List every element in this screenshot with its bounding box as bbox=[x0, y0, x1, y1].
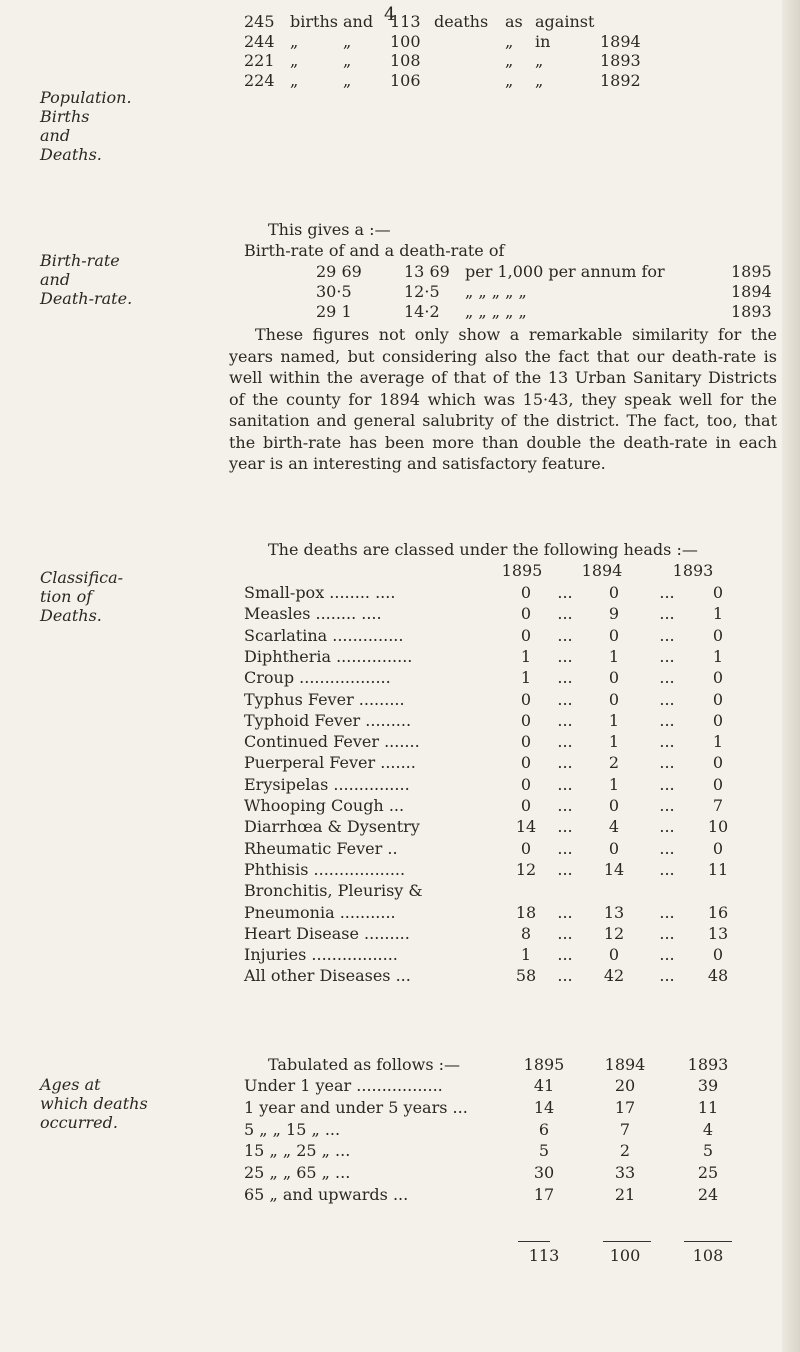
birth-rate-value: 30·5 bbox=[316, 282, 352, 301]
margin-ages-1: Ages at bbox=[40, 1075, 101, 1094]
disease-count: 0 bbox=[520, 796, 532, 815]
disease-count: 0 bbox=[712, 753, 724, 773]
rate-year: 1893 bbox=[731, 302, 772, 321]
total-count: 113 bbox=[528, 1246, 560, 1265]
total-rule-1893 bbox=[684, 1241, 732, 1242]
rate-text: per 1,000 per annum for bbox=[465, 262, 665, 281]
rate-header: Birth-rate of and a death-rate of bbox=[244, 241, 505, 260]
births-label: „ bbox=[290, 70, 299, 90]
birth-rate-value: 29 1 bbox=[316, 302, 352, 321]
disease-name: Phthisis .................. bbox=[244, 859, 406, 879]
leader-dots: ... bbox=[557, 689, 573, 709]
leader-dots: ... bbox=[659, 838, 675, 858]
leader-dots: ... bbox=[659, 902, 675, 922]
margin-population: Population. bbox=[40, 88, 132, 107]
disease-count: 0 bbox=[608, 838, 620, 858]
births-count: 221 bbox=[244, 51, 275, 70]
disease-count: 0 bbox=[712, 625, 724, 645]
age-count: 24 bbox=[697, 1185, 719, 1204]
age-band-label: 1 year and under 5 years ... bbox=[244, 1097, 468, 1117]
death-rate-value: 14·2 bbox=[404, 302, 440, 321]
disease-count: 9 bbox=[608, 604, 620, 624]
death-rate-value: 13 69 bbox=[404, 262, 450, 281]
death-rate-value: 12·5 bbox=[404, 282, 440, 301]
disease-count: 0 bbox=[520, 625, 532, 645]
disease-count: 0 bbox=[608, 583, 620, 602]
disease-count: 58 bbox=[515, 966, 537, 986]
disease-count: 0 bbox=[712, 945, 724, 965]
margin-rate-2: and bbox=[40, 270, 71, 289]
disease-count: 1 bbox=[608, 646, 620, 666]
disease-name: All other Diseases ... bbox=[244, 966, 411, 986]
disease-count: 1 bbox=[712, 604, 724, 624]
age-count: 4 bbox=[702, 1119, 714, 1139]
ages-header: Tabulated as follows :— bbox=[268, 1055, 461, 1074]
disease-count: 14 bbox=[603, 859, 625, 879]
disease-name: Scarlatina .............. bbox=[244, 625, 404, 645]
leader-dots: ... bbox=[659, 604, 675, 624]
leader-dots: ... bbox=[659, 817, 675, 837]
disease-count: 1 bbox=[712, 732, 724, 752]
total-count: 100 bbox=[609, 1246, 641, 1265]
leader-dots: ... bbox=[659, 668, 675, 688]
margin-note-rates bbox=[40, 251, 132, 308]
margin-ages-3: occurred. bbox=[40, 1113, 118, 1132]
birth-rate-value: 29 69 bbox=[316, 262, 362, 281]
classed-intro: The deaths are classed under the following heads :— bbox=[268, 540, 698, 559]
disease-count: 0 bbox=[520, 732, 532, 752]
year-header: 1895 bbox=[501, 561, 543, 580]
disease-name: Continued Fever ....... bbox=[244, 732, 420, 752]
disease-count: 0 bbox=[712, 838, 724, 858]
disease-name: Diarrhœa & Dysentry bbox=[244, 817, 420, 837]
margin-note-ages bbox=[40, 1075, 148, 1132]
age-count: 21 bbox=[614, 1185, 636, 1204]
leader-dots: ... bbox=[557, 625, 573, 645]
leader-dots: ... bbox=[557, 838, 573, 858]
compare-word: „ bbox=[535, 70, 544, 90]
disease-count: 1 bbox=[608, 732, 620, 752]
leader-dots: ... bbox=[557, 646, 573, 666]
disease-name: Pneumonia ........... bbox=[244, 902, 396, 922]
disease-count: 18 bbox=[515, 902, 537, 922]
disease-count: 0 bbox=[520, 838, 532, 858]
disease-count: 13 bbox=[603, 902, 625, 922]
disease-count: 11 bbox=[707, 859, 729, 879]
leader-dots: ... bbox=[659, 689, 675, 709]
disease-count: 12 bbox=[515, 859, 537, 879]
disease-count: 0 bbox=[520, 689, 532, 709]
disease-name: Croup .................. bbox=[244, 668, 391, 688]
age-count: 33 bbox=[614, 1163, 636, 1183]
disease-count: 10 bbox=[707, 817, 729, 837]
disease-count: 0 bbox=[608, 945, 620, 965]
disease-count: 1 bbox=[608, 774, 620, 794]
leader-dots: ... bbox=[659, 859, 675, 879]
leader-dots: ... bbox=[557, 859, 573, 879]
compare-word: „ bbox=[535, 51, 544, 70]
age-count: 25 bbox=[697, 1163, 719, 1183]
leader-dots: ... bbox=[557, 817, 573, 837]
margin-births-1: Births bbox=[40, 107, 90, 126]
year-header: 1895 bbox=[523, 1055, 565, 1074]
disease-count: 4 bbox=[608, 817, 620, 837]
age-count: 7 bbox=[619, 1119, 631, 1139]
leader-dots: ... bbox=[659, 774, 675, 794]
page-edge-shadow bbox=[782, 0, 800, 1352]
and-word: and bbox=[343, 12, 374, 31]
disease-count: 8 bbox=[520, 923, 532, 943]
age-count: 5 bbox=[538, 1141, 550, 1161]
deaths-count: 100 bbox=[390, 31, 421, 51]
as-word: „ bbox=[505, 70, 514, 90]
leader-dots: ... bbox=[557, 710, 573, 730]
disease-count: 0 bbox=[608, 689, 620, 709]
disease-name: Bronchitis, Pleurisy & bbox=[244, 881, 423, 901]
leader-dots: ... bbox=[557, 753, 573, 773]
disease-count: 14 bbox=[515, 817, 537, 837]
total-rule-1894 bbox=[603, 1241, 651, 1242]
leader-dots: ... bbox=[659, 732, 675, 752]
disease-count: 16 bbox=[707, 902, 729, 922]
margin-births-3: Deaths. bbox=[40, 145, 102, 164]
disease-name: Heart Disease ......... bbox=[244, 923, 410, 943]
age-count: 39 bbox=[697, 1076, 719, 1095]
leader-dots: ... bbox=[659, 710, 675, 730]
year-header: 1893 bbox=[672, 561, 714, 580]
total-count: 108 bbox=[692, 1246, 724, 1265]
margin-class-1: Classifica- bbox=[40, 568, 124, 587]
age-count: 6 bbox=[538, 1119, 550, 1139]
leader-dots: ... bbox=[659, 625, 675, 645]
leader-dots: ... bbox=[557, 604, 573, 624]
rate-text: „ „ „ „ „ bbox=[465, 282, 527, 301]
year-header: 1893 bbox=[687, 1055, 729, 1074]
disease-count: 0 bbox=[520, 753, 532, 773]
leader-dots: ... bbox=[659, 583, 675, 602]
leader-dots: ... bbox=[557, 902, 573, 922]
disease-count: 0 bbox=[712, 668, 724, 688]
disease-name: Erysipelas ............... bbox=[244, 774, 410, 794]
and-word: „ bbox=[343, 51, 352, 70]
disease-name: Typhus Fever ......... bbox=[244, 689, 405, 709]
disease-name: Small-pox ........ .... bbox=[244, 583, 396, 602]
age-count: 30 bbox=[533, 1163, 555, 1183]
page-number: 4 bbox=[384, 4, 396, 25]
disease-count: 48 bbox=[707, 966, 729, 986]
year-header: 1894 bbox=[581, 561, 623, 580]
age-count: 20 bbox=[614, 1076, 636, 1095]
deaths-count: 108 bbox=[390, 51, 421, 70]
disease-count: 0 bbox=[520, 774, 532, 794]
rate-year: 1894 bbox=[731, 282, 772, 301]
rate-year: 1895 bbox=[731, 262, 772, 281]
disease-name: Rheumatic Fever .. bbox=[244, 838, 398, 858]
leader-dots: ... bbox=[557, 966, 573, 986]
year-header: 1894 bbox=[604, 1055, 646, 1074]
age-band-label: 25 „ „ 65 „ ... bbox=[244, 1163, 351, 1183]
age-count: 17 bbox=[533, 1185, 555, 1204]
disease-count: 1 bbox=[520, 646, 532, 666]
disease-name: Whooping Cough ... bbox=[244, 796, 405, 815]
leader-dots: ... bbox=[659, 646, 675, 666]
deaths-count: 106 bbox=[390, 70, 421, 90]
disease-count: 1 bbox=[520, 668, 532, 688]
disease-name: Diphtheria ............... bbox=[244, 646, 413, 666]
margin-ages-2: which deaths bbox=[40, 1094, 148, 1113]
year-value: 1893 bbox=[600, 51, 641, 70]
compare-word: in bbox=[535, 31, 551, 51]
leader-dots: ... bbox=[659, 923, 675, 943]
births-count: 224 bbox=[244, 70, 275, 90]
leader-dots: ... bbox=[557, 774, 573, 794]
and-word: „ bbox=[343, 31, 352, 51]
disease-count: 1 bbox=[520, 945, 532, 965]
age-count: 2 bbox=[619, 1141, 631, 1161]
leader-dots: ... bbox=[557, 796, 573, 815]
leader-dots: ... bbox=[557, 945, 573, 965]
births-label: „ bbox=[290, 51, 299, 70]
age-band-label: 65 „ and upwards ... bbox=[244, 1185, 409, 1204]
year-value: 1892 bbox=[600, 70, 641, 90]
and-word: „ bbox=[343, 70, 352, 90]
age-count: 17 bbox=[614, 1097, 636, 1117]
leader-dots: ... bbox=[659, 753, 675, 773]
leader-dots: ... bbox=[557, 923, 573, 943]
disease-name: Typhoid Fever ......... bbox=[244, 710, 412, 730]
margin-class-3: Deaths. bbox=[40, 606, 102, 625]
disease-count: 0 bbox=[608, 625, 620, 645]
deaths-label: deaths bbox=[434, 12, 489, 31]
disease-count: 13 bbox=[707, 923, 729, 943]
leader-dots: ... bbox=[557, 583, 573, 602]
disease-count: 7 bbox=[712, 796, 724, 815]
as-word: as bbox=[505, 12, 523, 31]
margin-births-2: and bbox=[40, 126, 71, 145]
margin-class-2: tion of bbox=[40, 587, 93, 606]
commentary-paragraph: These figures not only show a remarkable similarity for the years named, but considering also the fact that our death-rate is well within the average of that of the 13 Urban Sanitary Districts of the county for 1894 which was 15·43, they speak well for the sanitation and general salubrity of the district. The fact, too, that the birth-rate has been more than double the death-rate in each year is an interesting and satisfactory feature. bbox=[229, 325, 777, 473]
age-count: 5 bbox=[702, 1141, 714, 1161]
age-count: 14 bbox=[533, 1097, 555, 1117]
births-count: 245 bbox=[244, 12, 275, 31]
leader-dots: ... bbox=[557, 668, 573, 688]
leader-dots: ... bbox=[659, 945, 675, 965]
rate-text: „ „ „ „ „ bbox=[465, 302, 527, 321]
disease-count: 0 bbox=[608, 796, 620, 815]
age-count: 41 bbox=[533, 1076, 555, 1095]
as-word: „ bbox=[505, 51, 514, 70]
disease-name: Puerperal Fever ....... bbox=[244, 753, 416, 773]
age-band-label: Under 1 year ................. bbox=[244, 1076, 443, 1095]
leader-dots: ... bbox=[659, 796, 675, 815]
disease-count: 0 bbox=[520, 583, 532, 602]
disease-count: 0 bbox=[712, 689, 724, 709]
margin-rate-1: Birth-rate bbox=[40, 251, 120, 270]
gives-line: This gives a :— bbox=[268, 220, 391, 239]
disease-count: 2 bbox=[608, 753, 620, 773]
disease-count: 0 bbox=[608, 668, 620, 688]
disease-count: 0 bbox=[712, 583, 724, 602]
age-count: 11 bbox=[697, 1097, 719, 1117]
year-value: 1894 bbox=[600, 31, 641, 51]
deaths-count: 113 bbox=[390, 12, 421, 31]
disease-name: Measles ........ .... bbox=[244, 604, 382, 624]
births-count: 244 bbox=[244, 31, 275, 51]
leader-dots: ... bbox=[557, 732, 573, 752]
disease-count: 12 bbox=[603, 923, 625, 943]
births-label: „ bbox=[290, 31, 299, 51]
disease-name: Injuries ................. bbox=[244, 945, 398, 965]
disease-count: 42 bbox=[603, 966, 625, 986]
total-rule-1895 bbox=[518, 1241, 550, 1242]
compare-word: against bbox=[535, 12, 595, 31]
disease-count: 0 bbox=[520, 710, 532, 730]
disease-count: 0 bbox=[520, 604, 532, 624]
margin-rate-3: Death-rate. bbox=[40, 289, 133, 308]
disease-count: 1 bbox=[608, 710, 620, 730]
births-label: births bbox=[290, 12, 338, 31]
margin-note-classification bbox=[40, 568, 123, 625]
disease-count: 0 bbox=[712, 774, 724, 794]
as-word: „ bbox=[505, 31, 514, 51]
disease-count: 0 bbox=[712, 710, 724, 730]
age-band-label: 15 „ „ 25 „ ... bbox=[244, 1141, 351, 1161]
disease-count: 1 bbox=[712, 646, 724, 666]
leader-dots: ... bbox=[659, 966, 675, 986]
age-band-label: 5 „ „ 15 „ ... bbox=[244, 1119, 341, 1139]
margin-note-population bbox=[40, 88, 132, 164]
